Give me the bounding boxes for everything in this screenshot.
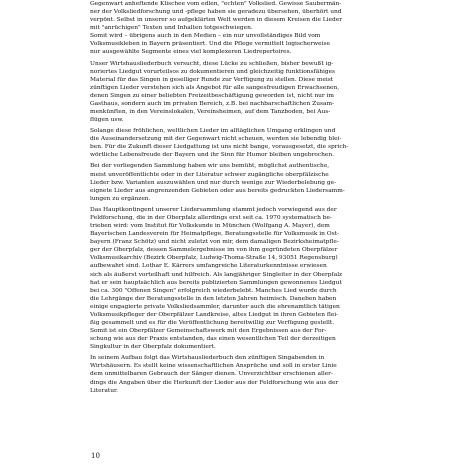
- text-line: hat er sein hauptsächlich aus bereits publizierten Sammlungen gewonnenes Liedgut: [90, 279, 342, 286]
- text-line: Material für das Singen in geselliger Runde zur Verfügung zu stellen. Diese meist: [90, 76, 334, 83]
- text-line: mit "anrüchigen" Texten und Inhalten totgeschwiegen.: [90, 25, 253, 32]
- text-line: einige engagierte private Volksliedsammler, darunter auch die ehrenamtlich tätigen: [90, 303, 340, 310]
- paragraph: [90, 127, 400, 159]
- text-line: Volksmusikleben in Bayern präsentiert. Und die Pflege vermittelt logischerweise: [90, 41, 330, 48]
- text-line: menkünften, in den Vereinslokalen, Vereinsheimen, auf dem Tanzboden, bei Aus-: [90, 109, 331, 116]
- text-line: nur ausgewählte Segmente eines viel komplexeren Liedrepertoires.: [90, 49, 292, 56]
- text-line: Somit ist ein Oberpfälzer Gemeinschaftswerk mit den Ergebnissen aus der For-: [90, 328, 327, 335]
- text-line: Volksmusikpfleger der Oberpfälzer Landkreise, altes Liedgut in ihren Gebieten flei-: [90, 311, 339, 318]
- text-line: Gegenwart anheftende Klischee vom edlen, "echten" Volkslied. Gewisse Saubermän-: [90, 1, 342, 7]
- text-line: Literatur.: [90, 387, 118, 394]
- text-line: flügen usw.: [90, 117, 124, 124]
- text-line: Somit wird – übrigens auch in den Medien – ein nur unvollständiges Bild vom: [90, 33, 321, 40]
- text-line: In seinem Aufbau folgt das Wirtshausliederbuch den zünftigen Singabenden in: [90, 355, 325, 362]
- text-line: Singkultur in der Oberpfalz dokumentiert.: [90, 344, 216, 351]
- text-line: die Lehrgänge der Beratungsstelle in den letzten Jahren heimisch. Daneben haben: [90, 295, 337, 302]
- text-line: eignete Lieder aus angrenzenden Gebieten oder aus bereits gedruckten Liedersamm-: [90, 187, 345, 194]
- text-line: ger der Oberpfalz, dessen Sammelergebnisse im von ihm gegründeten Oberpfälzer: [90, 247, 338, 254]
- paragraph: [90, 60, 400, 125]
- text-line: Feldforschung, die in der Oberpfalz allerdings erst seit ca. 1970 systematisch be-: [90, 214, 332, 221]
- text-line: bei ca. 300 "Offenen Singen" erfolgreich wiederbelebt. Manches Lied wurde durch: [90, 287, 337, 294]
- text-line: Unser Wirtshausliederbuch versucht, diese Lücke zu schließen, bisher bewußt ig-: [90, 60, 334, 67]
- paragraph: [90, 0, 400, 57]
- text-line: Bayerischen Landesverein für Heimatpflege, Beratungsstelle für Volksmusik in Ost-: [90, 231, 339, 238]
- text-line: Das Hauptkontingent unserer Liedersammlung stammt jedoch vorwiegend aus der: [90, 206, 337, 213]
- text-line: ner der Volksliedforschung und -pflege haben sie geradezu übersehen, überhört und: [90, 9, 342, 16]
- text-line: ßig gesammelt und es für die Veröffentlichung bereitwillig zur Verfügung gestellt.: [90, 319, 335, 326]
- text-line: aufbewahrt sind. Lothar E. Kärrers umfangreiche Literaturkenntnisse erwiesen: [90, 263, 327, 270]
- text-line: ben. Für die Zukunft dieser Liedgattung ist uns nicht bange, vorausgesetzt, die sprich-: [90, 144, 349, 151]
- text-line: Solange diese fröhlichen, weltlichen Lieder im alltäglichen Umgang erklingen und: [90, 128, 336, 135]
- text-line: dings die Angaben über die Herkunft der Lieder aus der Feldforschung wie aus der: [90, 379, 339, 386]
- text-line: schung wie aus der Praxis entstanden, das einen wesentlichen Teil der derzeitigen: [90, 336, 336, 343]
- text-line: meist unveröffentlichte oder in der Literatur schwer zugängliche oberpfälzische: [90, 171, 329, 178]
- text-line: trieben wird: vom Institut für Volkskunde in München (Wolfgang A. Mayer), dem: [90, 223, 330, 230]
- body-text: [90, 0, 400, 398]
- text-line: denen Singen zu einer beliebten Freizeitbeschäftigung geworden ist, nicht nur im: [90, 92, 334, 99]
- page-number: 10: [91, 452, 100, 460]
- text-line: sich als äußerst vorteilhaft und hilfreich. Als langjähriger Singleiter in der Oberpfalz: [90, 271, 343, 278]
- text-line: lungen zu ergänzen.: [90, 195, 151, 202]
- text-line: verpönt. Selbst in unserer so aufgeklärten Welt werden in diesem Kreisen die Lieder: [90, 17, 342, 24]
- text-line: die Auseinandersetzung mit der Gegenwart nicht scheuen, werden sie lebendig blei-: [90, 136, 342, 143]
- text-line: Lieder bzw. Varianten auszuwählen und nur durch wenige zur Wiederbelebung ge-: [90, 179, 337, 186]
- text-line: wörtliche Lebensfreude der Bayern und ihr Sinn für Humor bleiben ungebrochen.: [90, 152, 334, 159]
- text-line: noriertes Liedgut vorurteilsos zu dokumentieren und gleichzeitig funktionsfähiges: [90, 68, 336, 75]
- text-line: Gasthaus, sondern auch im privaten Bereich, z.B. bei nachbarschaftlichen Zusam-: [90, 100, 335, 107]
- text-line: Volksmusikarchiv (Bezirk Oberpfalz, Ludwig-Thoma-Straße 14, 93051 Regensburg): [90, 255, 338, 262]
- paragraph: [90, 206, 400, 351]
- text-line: Bei der vorliegenden Sammlung haben wir uns bemüht, möglichst authentische,: [90, 163, 330, 170]
- text-line: dem unmittelbaren Gebrauch der Sänger dienen. Unverzichtbar erschienen aller-: [90, 371, 333, 378]
- paragraph: [90, 162, 400, 202]
- text-line: bayern (Franz Schötz) und nicht zuletzt von mir, dem damaligen Bezirksheimatpfle-: [90, 239, 339, 246]
- paragraph: [90, 354, 400, 394]
- text-line: zünftigen Lieder verstehen sich als Angebot für alle sangesfreudigen Erwachsenen,: [90, 84, 340, 91]
- text-line: Wirtshäusern. Es stellt keine wissenschaftlichen Ansprüche und soll in erster Linie: [90, 363, 337, 370]
